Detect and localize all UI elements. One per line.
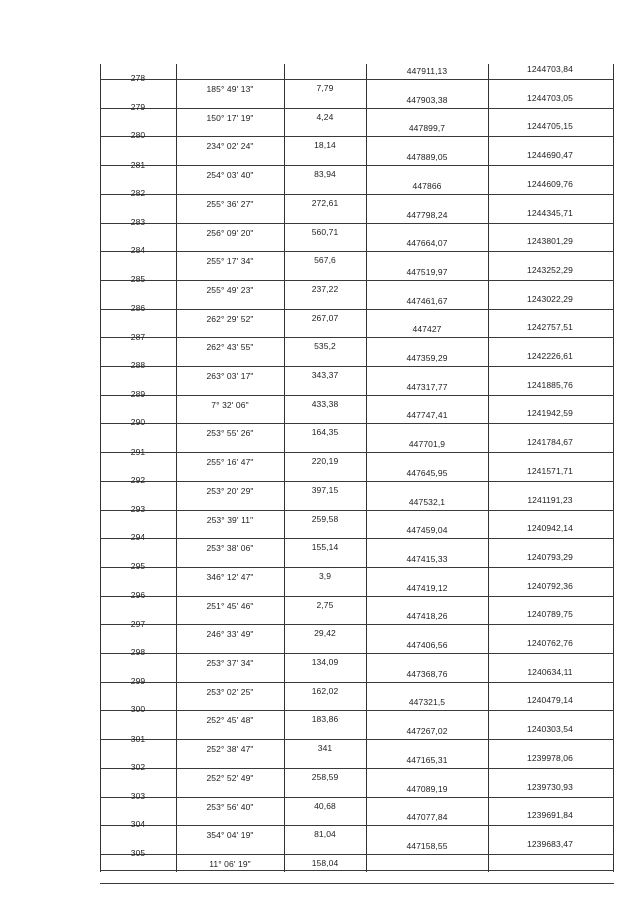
point-number: 305 xyxy=(130,848,146,859)
coord-x: 447418,26 xyxy=(406,611,448,622)
bearing-value: 253° 38' 06" xyxy=(206,543,254,554)
distance-value: 567,6 xyxy=(314,255,336,266)
coord-x: 447321,5 xyxy=(408,697,446,708)
bearing-value: 234° 02' 24" xyxy=(206,141,254,152)
bearing-value: 11° 06' 19" xyxy=(209,858,251,869)
row-divider xyxy=(100,251,614,252)
distance-value: 397,15 xyxy=(311,484,339,495)
point-number: 281 xyxy=(130,159,146,170)
point-number: 288 xyxy=(130,360,146,370)
row-divider xyxy=(100,194,614,195)
row-divider xyxy=(100,768,614,769)
coord-y: 1244609,76 xyxy=(527,178,573,189)
bearing-value: 252° 52' 49" xyxy=(206,772,254,783)
point-number: 282 xyxy=(130,187,146,198)
point-number: 289 xyxy=(130,389,146,400)
row-divider xyxy=(100,108,614,109)
coord-x: 447415,33 xyxy=(406,553,448,564)
coord-y: 1241885,76 xyxy=(527,379,573,390)
coord-x: 447866 xyxy=(412,180,442,191)
distance-value: 535,2 xyxy=(314,341,336,352)
bearing-value: 252° 38' 47" xyxy=(206,744,254,755)
coord-y: 1240762,76 xyxy=(527,638,573,648)
point-number: 292 xyxy=(130,474,146,485)
bearing-value: 253° 37' 34" xyxy=(206,658,254,668)
coord-y: 1244345,71 xyxy=(527,207,573,218)
point-number: 296 xyxy=(130,589,146,600)
coord-y: 1240789,75 xyxy=(527,609,573,620)
distance-value: 220,19 xyxy=(311,456,339,467)
distance-value: 183,86 xyxy=(311,714,339,725)
coord-x: 447359,29 xyxy=(406,353,448,363)
bearing-value: 253° 20' 29" xyxy=(206,485,254,496)
coord-y: 1239978,06 xyxy=(527,752,573,763)
coord-y: 1242757,51 xyxy=(527,322,573,333)
row-divider xyxy=(100,682,614,683)
point-number: 295 xyxy=(130,561,146,572)
row-divider xyxy=(100,538,614,539)
point-number: 301 xyxy=(130,733,146,744)
point-number: 278 xyxy=(130,73,146,83)
coord-x: 447368,76 xyxy=(406,668,448,679)
row-divider xyxy=(100,136,614,137)
bearing-value: 253° 39' 11" xyxy=(206,514,254,525)
point-number: 285 xyxy=(130,274,146,285)
distance-value: 162,02 xyxy=(311,685,339,696)
bearing-value: 255° 16' 47" xyxy=(206,457,254,468)
point-number: 284 xyxy=(130,245,146,256)
coord-y: 1244690,47 xyxy=(527,150,573,161)
coord-y: 1241784,67 xyxy=(527,437,573,448)
coord-x: 447903,38 xyxy=(406,94,448,105)
coord-x: 447701,9 xyxy=(408,439,446,450)
coord-x: 447461,67 xyxy=(406,295,448,306)
coord-y: 1240634,11 xyxy=(527,666,573,677)
row-divider xyxy=(100,395,614,396)
distance-value: 341 xyxy=(317,743,333,754)
coordinate-table xyxy=(100,64,614,872)
row-divider xyxy=(100,739,614,740)
coord-x: 447889,05 xyxy=(406,152,448,163)
row-divider xyxy=(100,710,614,711)
point-number: 290 xyxy=(130,417,146,428)
coord-y: 1243252,29 xyxy=(527,264,573,275)
distance-value: 258,59 xyxy=(311,771,339,782)
bearing-value: 253° 55' 26" xyxy=(206,428,254,439)
distance-value: 134,09 xyxy=(311,657,339,667)
table-border-bottom xyxy=(100,870,614,871)
row-divider xyxy=(100,825,614,826)
coord-x: 447664,07 xyxy=(406,238,448,249)
coord-y: 1244703,84 xyxy=(527,64,573,74)
distance-value: 158,04 xyxy=(311,857,339,868)
point-number: 294 xyxy=(130,532,146,543)
distance-value: 560,71 xyxy=(311,226,339,237)
coord-x: 447911,13 xyxy=(406,66,448,76)
distance-value: 4,24 xyxy=(316,111,334,122)
row-divider xyxy=(100,366,614,367)
coord-y: 1241571,71 xyxy=(527,465,573,476)
distance-value: 18,14 xyxy=(314,140,336,151)
coord-y: 1241191,23 xyxy=(527,494,573,505)
coord-x: 447459,04 xyxy=(406,525,448,536)
coord-y: 1241942,59 xyxy=(527,408,573,419)
row-divider xyxy=(100,624,614,625)
row-divider xyxy=(100,854,614,855)
point-number: 280 xyxy=(130,130,146,141)
bearing-value: 251° 45' 46" xyxy=(206,600,254,611)
row-divider xyxy=(100,653,614,654)
coord-x: 447532,1 xyxy=(408,496,446,507)
coord-y: 1244703,05 xyxy=(527,92,573,103)
row-divider xyxy=(100,510,614,511)
coord-y: 1243022,29 xyxy=(527,293,573,304)
coord-y: 1243801,29 xyxy=(527,236,573,247)
bearing-value: 262° 43' 55" xyxy=(206,342,254,353)
row-divider xyxy=(100,223,614,224)
row-divider xyxy=(100,797,614,798)
coord-x: 447427 xyxy=(412,324,442,335)
row-divider xyxy=(100,309,614,310)
bearing-value: 7° 32' 06" xyxy=(211,399,249,410)
row-divider xyxy=(100,883,614,884)
distance-value: 433,38 xyxy=(311,398,339,409)
coord-x: 447158,55 xyxy=(406,840,448,851)
distance-value: 2,75 xyxy=(316,599,334,610)
point-number: 279 xyxy=(130,102,146,113)
row-divider xyxy=(100,280,614,281)
distance-value: 267,07 xyxy=(311,312,339,323)
coord-y: 1240303,54 xyxy=(527,724,573,735)
row-divider xyxy=(100,423,614,424)
point-number: 304 xyxy=(130,819,146,830)
bearing-value: 252° 45' 48" xyxy=(206,715,254,726)
row-divider xyxy=(100,567,614,568)
coord-y: 1239691,84 xyxy=(527,810,573,821)
coord-y: 1242226,61 xyxy=(527,351,573,361)
point-number: 291 xyxy=(130,446,146,457)
bearing-value: 354° 04' 19" xyxy=(206,830,254,841)
distance-value: 81,04 xyxy=(314,829,336,840)
coord-x: 447747,41 xyxy=(406,410,448,421)
point-number: 302 xyxy=(130,761,146,772)
distance-value: 155,14 xyxy=(311,542,339,553)
row-divider xyxy=(100,481,614,482)
table-border-left xyxy=(100,64,101,872)
point-number: 298 xyxy=(130,647,146,657)
coord-x: 447519,97 xyxy=(406,266,448,277)
coord-y: 1239730,93 xyxy=(527,781,573,792)
distance-value: 40,68 xyxy=(314,800,336,811)
bearing-value: 255° 17' 34" xyxy=(206,256,254,267)
coord-x: 447077,84 xyxy=(406,812,448,823)
distance-value: 259,58 xyxy=(311,513,339,524)
coord-x: 447165,31 xyxy=(406,754,448,765)
coord-x: 447406,56 xyxy=(406,640,448,650)
bearing-value: 253° 56' 40" xyxy=(206,801,254,812)
table-border-right xyxy=(613,64,614,872)
row-divider xyxy=(100,165,614,166)
distance-value: 237,22 xyxy=(311,283,339,294)
distance-value: 343,37 xyxy=(311,370,339,380)
bearing-value: 253° 02' 25" xyxy=(206,686,254,697)
distance-value: 83,94 xyxy=(314,169,336,180)
bearing-value: 150° 17' 19" xyxy=(206,112,254,123)
point-number: 300 xyxy=(130,704,146,715)
point-number: 303 xyxy=(130,791,146,801)
point-number: 283 xyxy=(130,217,146,227)
point-number: 286 xyxy=(130,302,146,313)
distance-value: 7,79 xyxy=(316,83,334,93)
distance-value: 29,42 xyxy=(314,628,336,639)
bearing-value: 263° 03' 17" xyxy=(206,371,254,381)
bearing-value: 246° 33' 49" xyxy=(206,629,254,640)
coord-x: 447419,12 xyxy=(406,582,448,593)
coord-x: 447089,19 xyxy=(406,783,448,794)
coord-y: 1240942,14 xyxy=(527,523,573,534)
bearing-value: 255° 49' 23" xyxy=(206,284,254,295)
bearing-value: 254° 03' 40" xyxy=(206,170,254,181)
coord-y: 1239683,47 xyxy=(527,838,573,849)
distance-value: 164,35 xyxy=(311,427,339,438)
bearing-value: 346° 12' 47" xyxy=(206,571,254,582)
coord-x: 447267,02 xyxy=(406,726,448,737)
point-number: 293 xyxy=(130,504,146,514)
bearing-value: 255° 36' 27" xyxy=(206,198,254,209)
bearing-value: 185° 49' 13" xyxy=(206,84,254,94)
row-divider xyxy=(100,337,614,338)
coord-x: 447899,7 xyxy=(408,123,446,134)
coord-x: 447645,95 xyxy=(406,467,448,478)
row-divider xyxy=(100,452,614,453)
coord-x: 447798,24 xyxy=(406,209,448,220)
bearing-value: 262° 29' 52" xyxy=(206,313,254,324)
coord-x: 447317,77 xyxy=(406,381,448,392)
distance-value: 3,9 xyxy=(318,570,332,581)
coord-y: 1244705,15 xyxy=(527,121,573,132)
point-number: 287 xyxy=(130,331,146,342)
row-divider xyxy=(100,79,614,80)
distance-value: 272,61 xyxy=(311,197,339,208)
coord-y: 1240793,29 xyxy=(527,551,573,562)
coord-y: 1240792,36 xyxy=(527,580,573,591)
point-number: 297 xyxy=(130,618,146,629)
point-number: 299 xyxy=(130,676,146,687)
bearing-value: 256° 09' 20" xyxy=(206,227,254,238)
coord-y: 1240479,14 xyxy=(527,695,573,706)
row-divider xyxy=(100,596,614,597)
